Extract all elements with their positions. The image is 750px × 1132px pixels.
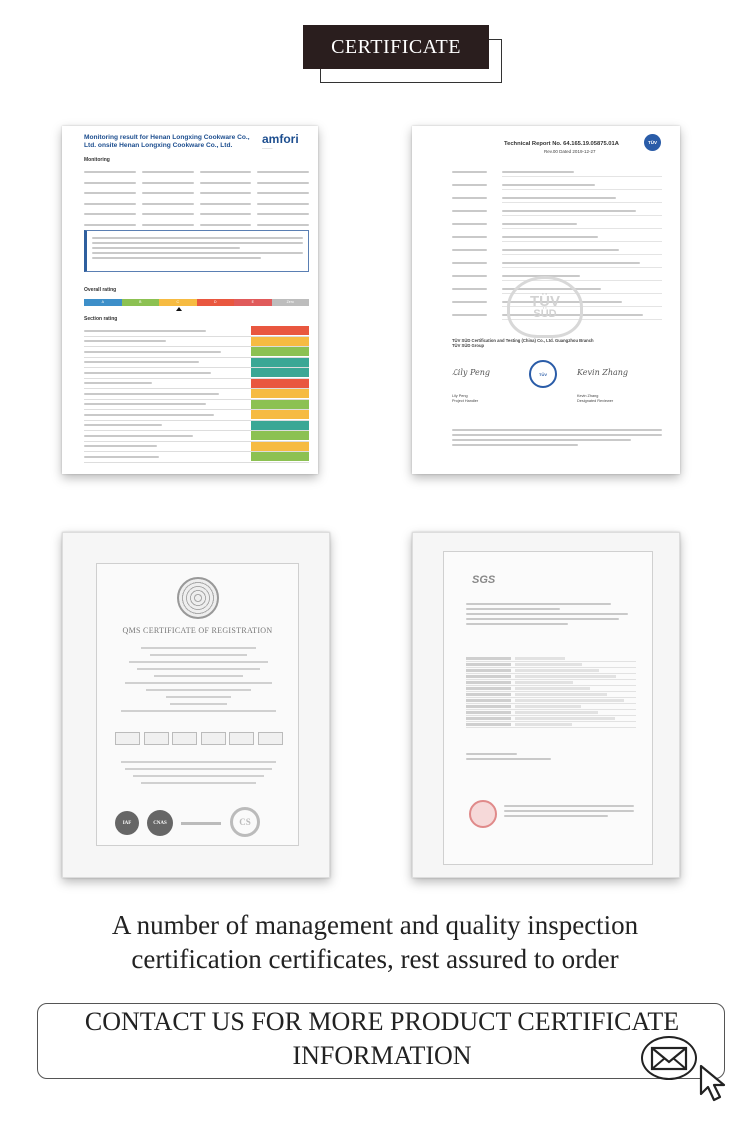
tuv-report-date: Rev.00 Dated 2019-12-27 — [544, 149, 596, 154]
rating-cell — [251, 326, 309, 335]
certificate-qms[interactable] — [62, 532, 330, 878]
tuv-report-title: Technical Report No. 64.165.19.05875.01A — [504, 141, 619, 147]
rating-row — [84, 379, 309, 390]
tuv-logo: TÜV — [644, 134, 661, 151]
signature-prepared-icon: ℒily Peng — [452, 368, 490, 377]
rating-row — [84, 442, 309, 453]
org-line2: TÜV SÜD Group — [452, 343, 485, 349]
tuv-field-row — [452, 246, 662, 255]
reviewed-by — [577, 394, 613, 405]
rating-cell — [251, 337, 309, 346]
rating-row — [84, 421, 309, 432]
rating-row — [84, 358, 309, 369]
rating-cell — [251, 347, 309, 356]
scale-e: E — [234, 299, 272, 306]
prepared-role: Project Handler — [452, 399, 479, 404]
signature-reviewed-icon: Kevin Zhang — [577, 368, 629, 377]
watermark-bottom: SÜD — [533, 308, 557, 320]
rating-cell — [251, 379, 309, 388]
rating-row — [84, 368, 309, 379]
amfori-logo: amfori — [262, 132, 299, 146]
tuv-seal: TÜV — [529, 360, 557, 388]
sgs-header-lines — [466, 600, 636, 628]
reviewed-name: Kevin Zhang — [577, 394, 599, 398]
qms-title: QMS CERTIFICATE OF REGISTRATION — [122, 626, 273, 635]
cnas-logo-icon: CNAS — [147, 810, 173, 836]
scale-a: A — [84, 299, 122, 306]
scale-c: C — [159, 299, 197, 306]
rating-cell — [251, 452, 309, 461]
rating-cell — [251, 368, 309, 377]
sgs-seal-icon — [469, 800, 497, 828]
globe-emblem-icon — [177, 577, 219, 619]
tuv-field-row — [452, 259, 662, 268]
sgs-result-table — [466, 656, 636, 728]
rating-cell — [251, 389, 309, 398]
sgs-footer-text — [504, 802, 634, 820]
mail-icon[interactable] — [641, 1036, 697, 1080]
scale-b: B — [122, 299, 160, 306]
section-rating: Section rating — [84, 316, 118, 322]
caption-line2: certification certificates, rest assured to order — [131, 944, 619, 974]
certificate-header — [303, 25, 501, 83]
rating-cell — [251, 400, 309, 409]
tuv-field-row — [452, 220, 662, 229]
rating-row — [84, 452, 309, 463]
qms-footer-text — [117, 756, 280, 789]
rating-cell — [251, 410, 309, 419]
rating-cell — [251, 431, 309, 440]
rating-row — [84, 410, 309, 421]
rating-cell — [251, 421, 309, 430]
amfori-logo-sub: ⎯⎯⎯⎯⎯⎯ — [262, 146, 273, 150]
watermark-top: TÜV — [530, 293, 560, 310]
certificate-sgs[interactable] — [412, 532, 680, 878]
rating-row — [84, 326, 309, 337]
rating-cell — [251, 442, 309, 451]
tuv-field-row — [452, 181, 662, 190]
sgs-logo: SGS — [472, 574, 496, 586]
tuv-field-row — [452, 194, 662, 203]
tuv-field-row — [452, 207, 662, 216]
certificate-amfori[interactable] — [62, 126, 318, 474]
rating-cell — [251, 358, 309, 367]
prepared-by — [452, 394, 478, 405]
monitoring-details — [84, 168, 309, 231]
tuv-watermark — [507, 276, 583, 338]
contact-line1: CONTACT US FOR MORE PRODUCT CERTIFICATE — [84, 1007, 680, 1036]
cs-seal: CS — [230, 807, 260, 837]
qms-body — [117, 642, 280, 717]
tuv-footer — [452, 426, 662, 449]
pointer-cursor-icon — [698, 1064, 734, 1109]
notice-box — [84, 230, 309, 272]
contact-text — [38, 1005, 726, 1073]
scale-d: D — [197, 299, 235, 306]
header-badge: CERTIFICATE — [303, 25, 489, 69]
iaf-logo-icon: IAF — [115, 811, 139, 835]
rating-row — [84, 389, 309, 400]
reviewed-role: Designated Reviewer — [577, 399, 614, 404]
rating-row — [84, 400, 309, 411]
org-line1: TÜV SÜD Certification and Testing (China) Co., Ltd. Guangzhou Branch — [452, 338, 594, 343]
contact-banner[interactable] — [37, 1003, 725, 1079]
amfori-report-title: Monitoring result for Henan Longxing Cookware Co., Ltd. onsite Henan Longxing Cookware Co., Ltd. — [84, 134, 250, 150]
rating-row — [84, 431, 309, 442]
caption-line1: A number of management and quality inspection — [111, 910, 639, 940]
section-overall-rating: Overall rating — [84, 287, 117, 293]
section-monitoring: Monitoring — [84, 157, 110, 163]
certificate-tuv[interactable] — [412, 126, 680, 474]
certificates-caption — [0, 908, 750, 976]
qms-code-boxes — [115, 732, 283, 745]
rating-scale — [84, 299, 309, 306]
qms-document — [96, 563, 299, 846]
tuv-field-row — [452, 233, 662, 242]
rating-pointer-icon — [176, 307, 182, 311]
section-rating-table — [84, 326, 309, 463]
rating-row — [84, 337, 309, 348]
sgs-document — [443, 551, 653, 865]
sgs-conclusion — [466, 750, 636, 763]
contact-line2: INFORMATION — [292, 1041, 472, 1070]
sgs-table-row — [466, 722, 636, 728]
tuv-organisation — [452, 338, 594, 349]
scale-zero: Zero — [272, 299, 310, 306]
tuv-field-row — [452, 168, 662, 177]
rating-row — [84, 347, 309, 358]
prepared-name: Lily Peng — [452, 394, 468, 398]
